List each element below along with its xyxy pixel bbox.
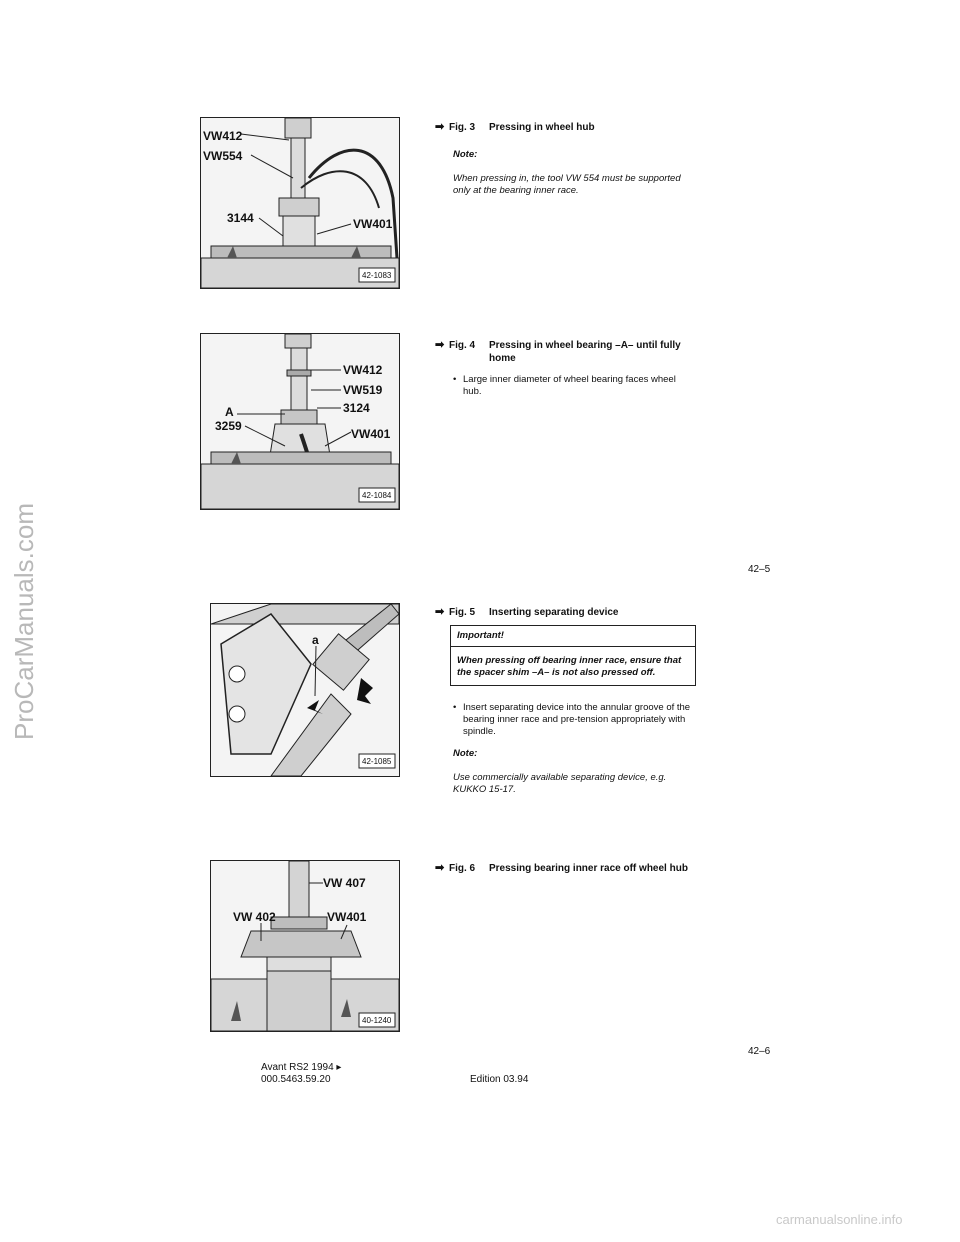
footer-partno: 000.5463.59.20 bbox=[261, 1074, 331, 1085]
figure-5-note bbox=[453, 748, 693, 796]
figure-4-drawing bbox=[201, 334, 399, 509]
figure-4-title-text: Pressing in wheel bearing –A– until fully home bbox=[489, 340, 681, 364]
figure-5-title bbox=[435, 606, 695, 619]
figure-6-number: Fig. 6 bbox=[449, 863, 476, 874]
fig4-bullet-text: Large inner diameter of wheel bearing faces wheel hub. bbox=[463, 374, 676, 397]
footer-model bbox=[261, 1062, 341, 1086]
bullet-icon: • bbox=[453, 702, 457, 713]
important-heading: Important! bbox=[451, 630, 695, 647]
fig3-label-1: VW412 bbox=[203, 129, 243, 143]
important-box bbox=[450, 625, 696, 686]
page-number-1: 42–5 bbox=[748, 564, 771, 575]
fig3-note-body: When pressing in, the tool VW 554 must be supported only at the bearing inner race. bbox=[453, 173, 681, 196]
figure-arrow-icon: ➡ bbox=[435, 606, 445, 618]
fig3-label-2: VW554 bbox=[203, 149, 243, 163]
fig6-label-1: VW 407 bbox=[323, 876, 366, 890]
footer-edition: Edition 03.94 bbox=[470, 1074, 529, 1085]
figure-3-drawing bbox=[201, 118, 399, 288]
fig6-ref: 40-1240 bbox=[362, 1016, 392, 1025]
figure-5-number: Fig. 5 bbox=[449, 607, 476, 618]
figure-3-note bbox=[453, 149, 693, 197]
footer-model-text: Avant RS2 1994 ▸ bbox=[261, 1062, 342, 1073]
figure-6-title-text: Pressing bearing inner race off wheel hub bbox=[489, 863, 688, 874]
figure-6-drawing bbox=[211, 861, 399, 1031]
fig6-label-3: VW401 bbox=[327, 910, 367, 924]
figure-4-title bbox=[435, 339, 695, 365]
figure-arrow-icon: ➡ bbox=[435, 862, 445, 874]
fig5-ref: 42-1085 bbox=[362, 757, 392, 766]
fig3-label-3: 3144 bbox=[227, 211, 254, 225]
figure-3-number: Fig. 3 bbox=[449, 122, 476, 133]
figure-3-illustration bbox=[200, 117, 400, 289]
fig4-label-1: VW412 bbox=[343, 363, 383, 377]
fig4-label-2: VW519 bbox=[343, 383, 383, 397]
fig3-ref: 42-1083 bbox=[362, 271, 392, 280]
fig5-note-heading: Note: bbox=[453, 748, 478, 759]
figure-3-title-text: Pressing in wheel hub bbox=[489, 122, 595, 133]
figure-4-number: Fig. 4 bbox=[449, 340, 476, 351]
watermark-left bbox=[4, 0, 44, 1242]
fig4-label-3: A bbox=[225, 405, 234, 419]
fig6-label-2: VW 402 bbox=[233, 910, 276, 924]
figure-4-illustration bbox=[200, 333, 400, 510]
important-body: When pressing off bearing inner race, ensure that the spacer shim –A– is not also pressed off. bbox=[457, 655, 682, 678]
figure-5-illustration bbox=[210, 603, 400, 777]
figure-6-illustration bbox=[210, 860, 400, 1032]
fig3-label-4: VW401 bbox=[353, 217, 393, 231]
watermark-bottom: carmanualsonline.info bbox=[776, 1212, 903, 1227]
fig5-note-body: Use commercially available separating device, e.g. KUKKO 15-17. bbox=[453, 772, 667, 795]
fig4-ref: 42-1084 bbox=[362, 491, 392, 500]
fig4-label-4: 3124 bbox=[343, 401, 370, 415]
figure-5-bullet bbox=[453, 702, 693, 738]
figure-5-title-text: Inserting separating device bbox=[489, 607, 619, 618]
watermark-left-text: ProCarManuals.com bbox=[8, 502, 39, 740]
figure-5-drawing bbox=[211, 604, 399, 776]
figure-4-bullet bbox=[453, 374, 693, 398]
fig4-label-5: 3259 bbox=[215, 419, 242, 433]
fig4-label-6: VW401 bbox=[351, 427, 391, 441]
figure-6-title bbox=[435, 862, 695, 875]
figure-3-title bbox=[435, 121, 695, 134]
fig5-bullet-text: Insert separating device into the annular groove of the bearing inner race and pre-tension appropriately with spindle. bbox=[463, 702, 691, 737]
fig5-label-1: a bbox=[312, 633, 319, 647]
figure-arrow-icon: ➡ bbox=[435, 339, 445, 351]
fig3-note-heading: Note: bbox=[453, 149, 478, 160]
figure-arrow-icon: ➡ bbox=[435, 121, 445, 133]
page-number-2: 42–6 bbox=[748, 1046, 771, 1057]
bullet-icon: • bbox=[453, 374, 457, 385]
